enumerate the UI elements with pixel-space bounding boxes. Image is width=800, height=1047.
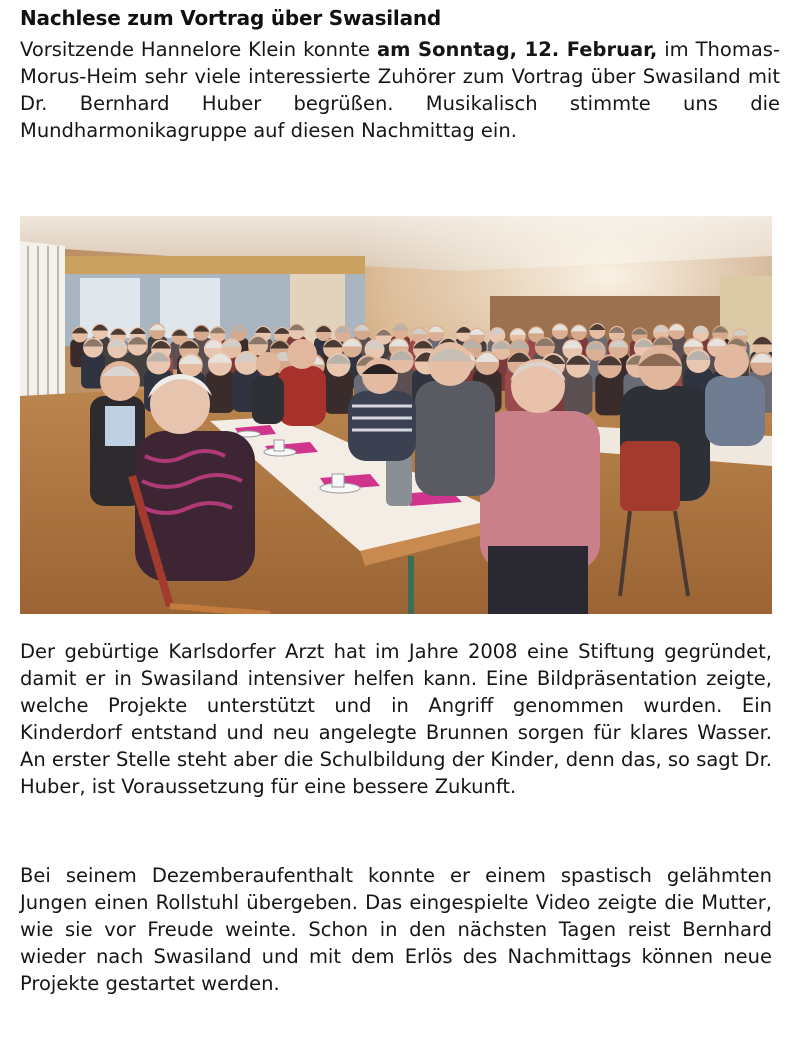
event-photo-illustration <box>20 216 772 614</box>
table-leg-1 <box>408 556 414 614</box>
background-guest-body <box>595 373 624 415</box>
intro-text-end: im Thomas-Morus-Heim sehr viele interessierte Zuhörer zum Vortrag über Swasiland mit Dr. Bernhard Huber begrüßen. Musikalisch stimmte uns die Mundharmonikagruppe auf diesen Nachmittag ein. <box>20 38 780 142</box>
thermos-jug <box>386 454 412 506</box>
body-paragraph-2: Bei seinem Dezemberaufenthalt konnte er einem spastisch gelähmten Jungen einen Rollstuhl übergeben. Das eingespielte Video zeigte die Mutter, wie sie vor Freude weinte. Schon in den nächsten Tagen reist Bernhard wieder nach Swasiland und mit dem Erlös des Nachmittags können neue Projekte gestartet werden. <box>20 864 772 995</box>
article-headline: Nachlese zum Vortrag über Swasiland <box>20 6 442 30</box>
back-room-beam <box>65 256 365 274</box>
intro-date-bold: am Sonntag, 12. Februar, <box>376 38 658 61</box>
intro-text-start: Vorsitzende Hannelore Klein konnte <box>20 38 377 61</box>
body-paragraph-1: Der gebürtige Karlsdorfer Arzt hat im Jahre 2008 eine Stiftung gegründet, damit er in Swasiland intensiver helfen kann. Eine Bildpräsentation zeigte, welche Projekte unterstützt und in Angriff genommen wurden. Ein Kinderdorf entstand und neu angelegte Brunnen sorgen für klares Wasser. An erster Stelle steht aber die Schulbildung der Kinder, denn das, so sagt Dr. Huber, ist Voraussetzung für eine bessere Zukunft. <box>20 640 772 798</box>
event-photo <box>20 216 772 614</box>
article <box>20 0 780 1047</box>
background-guest-body <box>564 373 593 415</box>
back-window-2 <box>160 278 220 338</box>
back-window-1 <box>80 278 140 338</box>
intro-paragraph <box>20 36 780 144</box>
